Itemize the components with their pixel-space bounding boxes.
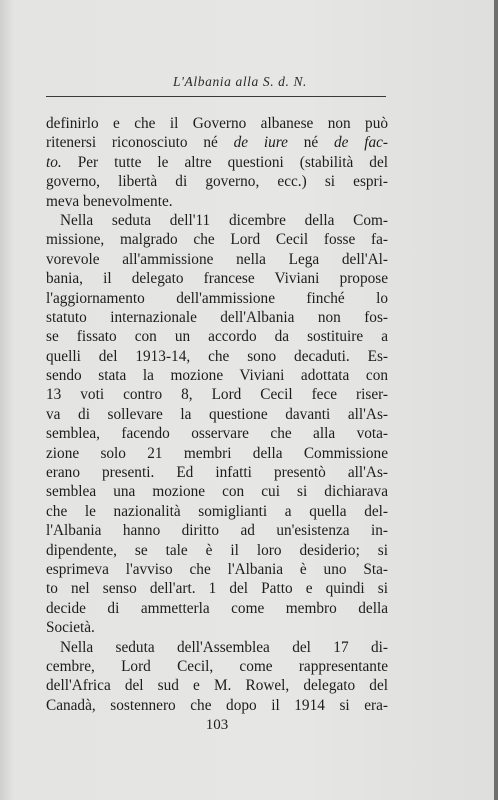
text-line: che le nazionalità somiglianti a quella del-: [46, 502, 388, 520]
text-line: statuto internazionale dell'Albania non fos-: [46, 308, 388, 326]
text-line: l'aggiornamento dell'ammissione finché lo: [46, 289, 388, 307]
text-line: sendo stata la mozione Viviani adottata con: [46, 367, 388, 385]
text-line: Società.: [46, 619, 95, 637]
text-line: erano presenti. Ed infatti presentò all'As-: [46, 464, 388, 482]
text-line: to. Per tutte le altre questioni (stabilità del: [46, 153, 388, 171]
text-line: semblea, facendo osservare che alla vota-: [46, 425, 388, 443]
text-line: va di sollevare la questione davanti all'As-: [46, 405, 388, 423]
text-line: governo, libertà di governo, ecc.) si espri-: [46, 173, 388, 191]
text-line: Nella seduta dell'11 dicembre della Com-: [60, 211, 388, 229]
text-line: bania, il delegato francese Viviani propose: [46, 270, 388, 288]
text-line: dipendente, se tale è il loro desiderio; si: [46, 541, 388, 559]
text-line: Nella seduta dell'Assemblea del 17 di-: [60, 638, 388, 656]
text-line: dell'Africa del sud e M. Rowel, delegato del: [46, 677, 388, 695]
text-line: decide di ammetterla come membro della: [46, 599, 388, 617]
text-line: quelli del 1913-14, che sono decaduti. Es-: [46, 347, 388, 365]
text-line: vorevole all'ammissione nella Lega dell'Al-: [46, 250, 388, 268]
text-line: se fissato con un accordo da sostituire a: [46, 328, 388, 346]
body-text: [46, 114, 388, 715]
text-line: esprimeva l'avviso che l'Albania è uno Sta-: [46, 560, 388, 578]
text-line: semblea una mozione con cui si dichiarava: [46, 483, 388, 501]
text-line: l'Albania hanno diritto ad un'esistenza in-: [46, 522, 388, 540]
text-line: to nel senso dell'art. 1 del Patto e quindi si: [46, 580, 388, 598]
text-line: ritenersi riconosciuto né de iure né de fac-: [46, 134, 388, 152]
text-line: zione solo 21 membri della Commissione: [46, 444, 388, 462]
header-rule: [46, 96, 386, 97]
text-line: 13 voti contro 8, Lord Cecil fece riser-: [46, 386, 388, 404]
page-number: 103: [205, 717, 229, 733]
running-head: L'Albania alla S. d. N.: [172, 74, 308, 89]
text-line: meva benevolmente.: [46, 192, 173, 210]
text-line: Canadà, sostennero che dopo il 1914 si era-: [46, 696, 388, 714]
text-line: cembre, Lord Cecil, come rappresentante: [46, 657, 388, 675]
text-line: definirlo e che il Governo albanese non può: [46, 115, 388, 132]
text-line: missione, malgrado che Lord Cecil fosse fa-: [46, 231, 388, 249]
